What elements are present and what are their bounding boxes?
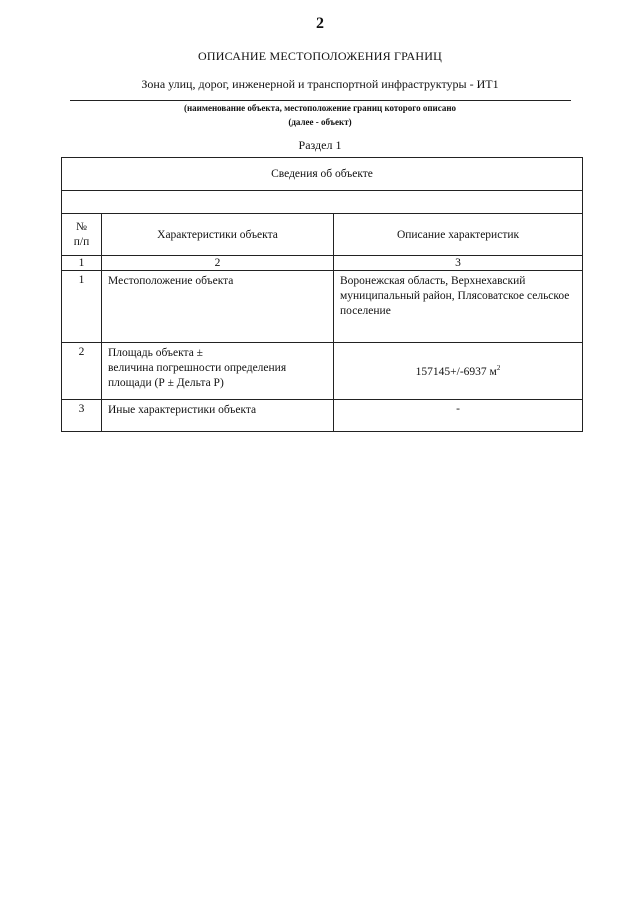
header-description: Описание характеристик bbox=[334, 214, 583, 256]
column-number: 3 bbox=[334, 256, 583, 271]
document-title: ОПИСАНИЕ МЕСТОПОЛОЖЕНИЯ ГРАНИЦ bbox=[198, 49, 442, 63]
characteristic-line: величина погрешности определения bbox=[108, 362, 287, 374]
header-num: № п/п bbox=[62, 214, 102, 256]
characteristic-line: площади (Р ± Дельта Р) bbox=[108, 377, 224, 389]
area-value: 157145+/-6937 м bbox=[415, 365, 497, 378]
table-row bbox=[62, 271, 583, 343]
table-title: Сведения об объекте bbox=[62, 158, 583, 191]
characteristic-line: Площадь объекта ± bbox=[108, 347, 203, 359]
table-row bbox=[62, 400, 583, 432]
row-number: 3 bbox=[62, 400, 102, 432]
area-unit-superscript: 2 bbox=[496, 364, 501, 373]
table-blank-row bbox=[62, 191, 583, 214]
table-title-row bbox=[62, 158, 583, 191]
object-name: Зона улиц, дорог, инженерной и транспортной инфраструктуры - ИТ1 bbox=[141, 77, 499, 91]
row-description bbox=[334, 343, 583, 400]
row-characteristic: Местоположение объекта bbox=[102, 271, 334, 343]
row-number: 1 bbox=[62, 271, 102, 343]
column-number: 2 bbox=[102, 256, 334, 271]
row-characteristic bbox=[102, 343, 334, 400]
object-name-note-2: (далее - объект) bbox=[288, 117, 352, 127]
row-characteristic: Иные характеристики объекта bbox=[102, 400, 334, 432]
underline-rule bbox=[70, 100, 571, 101]
column-number: 1 bbox=[62, 256, 102, 271]
row-description: Воронежская область, Верхнехавский муниципальный район, Плясоватское сельское поселение bbox=[334, 271, 583, 343]
column-number-row bbox=[62, 256, 583, 271]
table-header-row bbox=[62, 214, 583, 256]
row-number: 2 bbox=[62, 343, 102, 400]
section-title: Раздел 1 bbox=[298, 138, 342, 152]
row-description: - bbox=[334, 400, 583, 432]
header-characteristics: Характеристики объекта bbox=[102, 214, 334, 256]
blank-cell bbox=[62, 191, 583, 214]
page-number: 2 bbox=[316, 15, 324, 32]
table-row bbox=[62, 343, 583, 400]
object-name-note: (наименование объекта, местоположение границ которого описано bbox=[183, 103, 457, 113]
object-info-table bbox=[61, 157, 583, 432]
